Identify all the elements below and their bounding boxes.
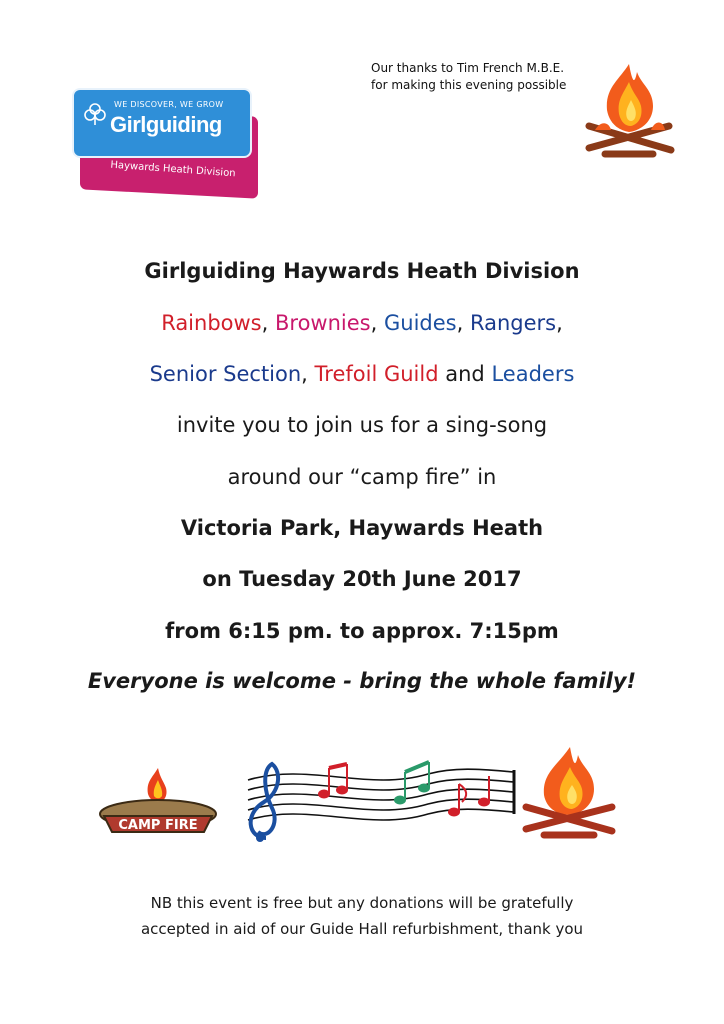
campfire-icon [575,60,683,160]
campfire-icon [514,745,624,840]
invite-line-1: invite you to join us for a sing-song [176,413,548,437]
girlguiding-logo [70,86,266,202]
event-date: on Tuesday 20th June 2017 [202,567,522,591]
section-brownies: Brownies [275,311,371,335]
section-and: and [445,362,485,386]
section-rangers: Rangers [469,311,557,335]
logo-brand: Girlguiding [110,112,222,137]
invite-line-2: around our “camp fire” in [227,465,497,489]
welcome-message: Everyone is welcome - bring the whole family! [87,669,637,693]
section-guides: Guides [383,311,457,335]
footer-note [0,890,724,942]
camp-fire-badge-icon [96,762,221,844]
separator: , [370,311,378,335]
separator: , [456,311,464,335]
division-heading: Girlguiding Haywards Heath Division [144,259,580,283]
separator: , [261,311,269,335]
footer-line-2: accepted in aid of our Guide Hall refurbishment, thank you [140,920,584,938]
section-rainbows: Rainbows [161,311,262,335]
logo-blue-panel [72,88,252,158]
event-time: from 6:15 pm. to approx. 7:15pm [165,619,559,643]
music-staff-icon [228,752,520,852]
section-trefoil: Trefoil Guild [314,362,439,386]
footer-line-1: NB this event is free but any donations will be gratefully [150,894,574,912]
section-leaders: Leaders [491,362,575,386]
separator: , [301,362,308,386]
sections-line-1 [0,311,724,335]
thanks-line-1: Our thanks to Tim French M.B.E. [371,61,565,75]
thanks-line-2: for making this evening possible [371,78,567,92]
section-senior: Senior Section [149,362,302,386]
badge-text: CAMP FIRE [118,818,198,833]
trefoil-icon [84,102,106,126]
separator: , [556,311,563,335]
venue: Victoria Park, Haywards Heath [180,516,544,540]
logo-tagline: WE DISCOVER, WE GROW [114,100,224,109]
logo-division: Haywards Heath Division [110,159,236,180]
sections-line-2 [0,362,724,386]
thanks-note [371,60,601,94]
